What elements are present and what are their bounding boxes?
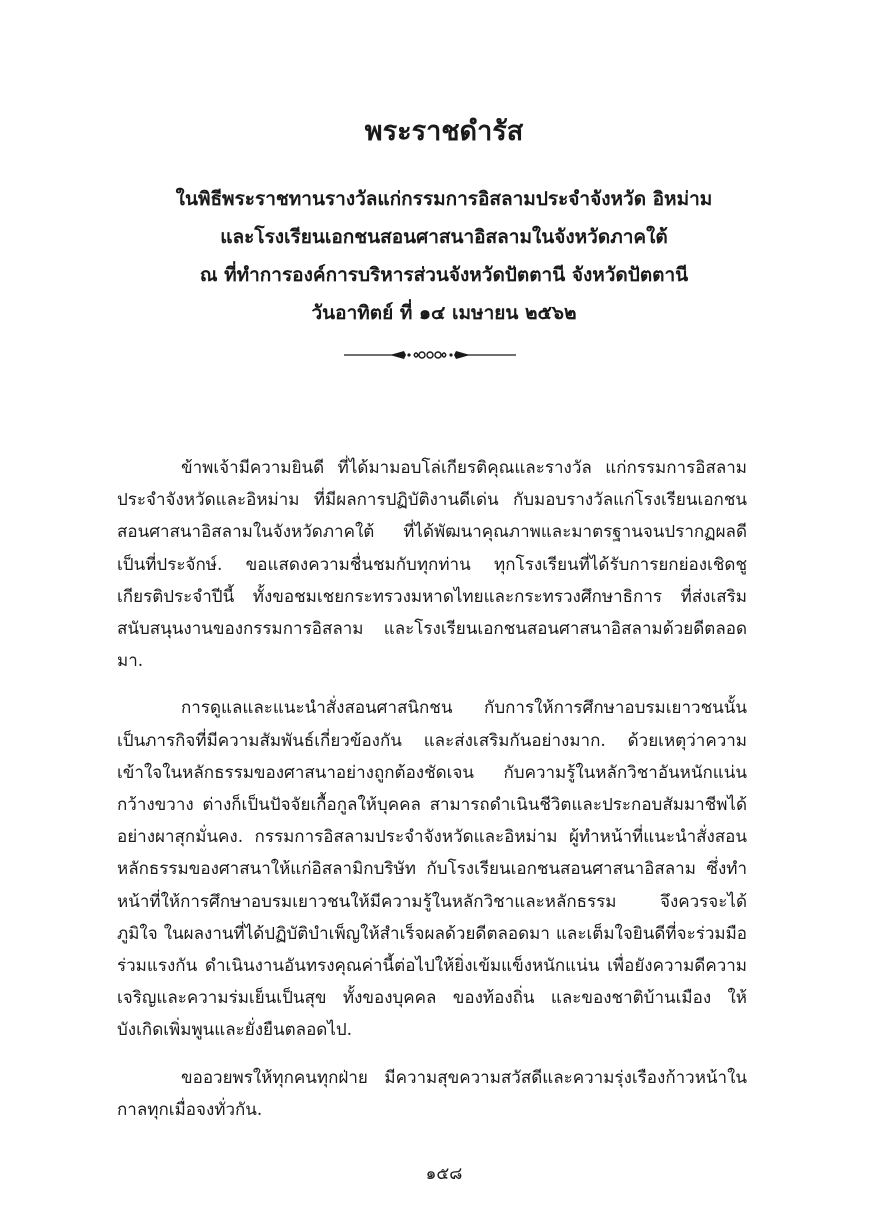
paragraph-education: การดูแลและแนะนำสั่งสอนศาสนิกชน กับการให้การศึกษาอบรมเยาวชนนั้นเป็นภารกิจที่มีความสัมพันธ์เกี่ยวข้องกัน และส่งเสริมกันอย่างมาก. ด้วยเหตุว่าความเข้าใจในหลักธรรมของศาสนาอย่างถูกต้องชัดเจน กับความรู้ในหลักวิชาอันหนักแน่นกว้างขวาง ต่างก็เป็นปัจจัยเกื้อกูลให้บุคคล สามารถดำเนินชีวิตและประกอบสัมมาชีพได้อย่างผาสุกมั่นคง. กรรมการอิสลามประจำจังหวัดและอิหม่าม ผู้ทำหน้าที่แนะนำสั่งสอนหลักธรรมของศาสนาให้แก่อิสลามิกบริษัท กับโรงเรียนเอกชนสอนศาสนาอิสลาม ซึ่งทำหน้าที่ให้การศึกษาอบรมเยาวชนให้มีความรู้ในหลักวิชาและหลักธรรม จึงควรจะได้ภูมิใจ ในผลงานที่ได้ปฏิบัติบำเพ็ญให้สำเร็จผลด้วยดีตลอดมา และเต็มใจยินดีที่จะร่วมมือร่วมแรงกัน ดำเนินงานอันทรงคุณค่านี้ต่อไปให้ยิ่งเข้มแข็งหนักแน่น เพื่อยังความดีความเจริญและความร่มเย็นเป็นสุข ทั้งของบุคคล ของท้องถิ่น และของชาติบ้านเมือง ให้บังเกิดเพิ่มพูนและยั่งยืนตลอดไป. bbox=[117, 698, 747, 1041]
subtitle-line-schools: และโรงเรียนเอกชนสอนศาสนาอิสลามในจังหวัดภาคใต้ bbox=[220, 226, 668, 248]
subtitle-line-venue: ณ ที่ทำการองค์การบริหารส่วนจังหวัดปัตตานี จังหวัดปัตตานี bbox=[199, 264, 689, 286]
subtitle-block bbox=[0, 180, 888, 332]
subtitle-line-date: วันอาทิตย์ ที่ ๑๔ เมษายน ๒๕๖๒ bbox=[311, 302, 577, 324]
paragraph-blessing: ขออวยพรให้ทุกคนทุกฝ่าย มีความสุขความสวัสดีและความรุ่งเรืองก้าวหน้าในกาลทุกเมื่อจงทั่วกัน. bbox=[117, 1067, 747, 1120]
paragraph-congratulations: ข้าพเจ้ามีความยินดี ที่ได้มามอบโล่เกียรติคุณและรางวัล แก่กรรมการอิสลามประจำจังหวัดและอิหม่าม ที่มีผลการปฏิบัติงานดีเด่น กับมอบรางวัลแก่โรงเรียนเอกชนสอนศาสนาอิสลามในจังหวัดภาคใต้ ที่ได้พัฒนาคุณภาพและมาตรฐานจนปรากฏผลดีเป็นที่ประจักษ์. ขอแสดงความชื่นชมกับทุกท่าน ทุกโรงเรียนที่ได้รับการยกย่องเชิดชูเกียรติประจำปีนี้ ทั้งขอชมเชยกระทรวงมหาดไทยและกระทรวงศึกษาธิการ ที่ส่งเสริมสนับสนุนงานของกรรมการอิสลาม และโรงเรียนเอกชนสอนศาสนาอิสลามด้วยดีตลอดมา. bbox=[117, 458, 747, 672]
page-title: พระราชดำรัส bbox=[364, 116, 524, 147]
page-number: ๑๕๘ bbox=[425, 1164, 463, 1184]
ornamental-divider-icon bbox=[344, 345, 516, 365]
subtitle-line-ceremony: ในพิธีพระราชทานรางวัลแก่กรรมการอิสลามประจำจังหวัด อิหม่าม bbox=[175, 188, 713, 210]
speech-body bbox=[117, 452, 747, 1141]
